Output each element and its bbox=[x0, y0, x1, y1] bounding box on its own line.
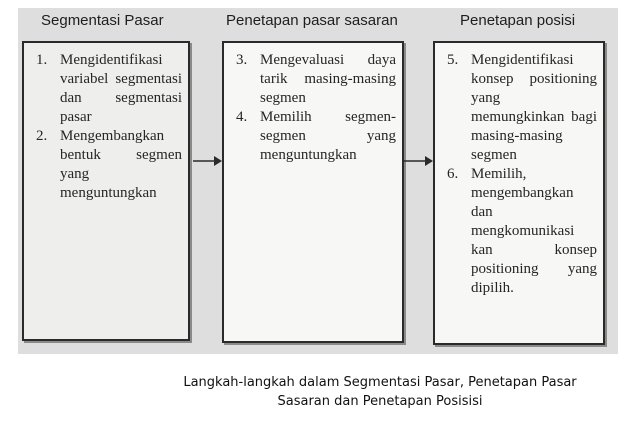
step-number: 4. bbox=[236, 109, 248, 125]
step-number: 5. bbox=[447, 52, 459, 68]
step-item-2 bbox=[32, 127, 182, 203]
arrow-head bbox=[425, 156, 433, 166]
step-number: 6. bbox=[447, 166, 459, 182]
step-text: Mengembangkan bentuk segmen yang menguntungkan bbox=[60, 128, 182, 201]
step-list bbox=[32, 51, 182, 203]
caption-line-2: Sasaran dan Penetapan Posisisi bbox=[277, 394, 483, 409]
arrow-head bbox=[214, 156, 222, 166]
step-box-penetapan-posisi bbox=[433, 41, 605, 345]
step-list bbox=[443, 51, 597, 298]
column-title-segmentasi-pasar: Segmentasi Pasar bbox=[41, 12, 164, 29]
arrow-right-icon bbox=[193, 155, 223, 167]
step-box-penetapan-pasar-sasaran bbox=[222, 41, 404, 343]
step-item-1 bbox=[32, 51, 182, 127]
figure-caption bbox=[140, 373, 620, 411]
step-text: Mengidentifikasi konsep positioning yang memungkinkan bagi masing-masing segmen bbox=[471, 52, 597, 163]
step-text: Memilih segmen-segmen yang menguntungkan bbox=[260, 109, 396, 163]
step-box-segmentasi-pasar bbox=[22, 41, 190, 341]
step-number: 2. bbox=[36, 128, 48, 144]
arrow-right-icon bbox=[404, 155, 434, 167]
step-item-4 bbox=[232, 108, 396, 165]
step-text: Mengevaluasi daya tarik masing-masing segmen bbox=[260, 52, 396, 106]
step-text: Memilih, mengembangkan dan mengkomunikasi kan konsep positioning yang dipilih. bbox=[471, 166, 597, 296]
caption-line-1: Langkah-langkah dalam Segmentasi Pasar, Penetapan Pasar bbox=[183, 375, 577, 390]
step-number: 3. bbox=[236, 52, 248, 68]
step-item-3 bbox=[232, 51, 396, 108]
column-title-penetapan-posisi: Penetapan posisi bbox=[460, 12, 576, 29]
step-text: Mengidentifikasi variabel segmentasi dan segmentasi pasar bbox=[60, 52, 182, 125]
step-item-5 bbox=[443, 51, 597, 165]
step-number: 1. bbox=[36, 52, 48, 68]
column-title-penetapan-pasar-sasaran: Penetapan pasar sasaran bbox=[226, 12, 398, 29]
step-item-6 bbox=[443, 165, 597, 298]
step-list bbox=[232, 51, 396, 165]
